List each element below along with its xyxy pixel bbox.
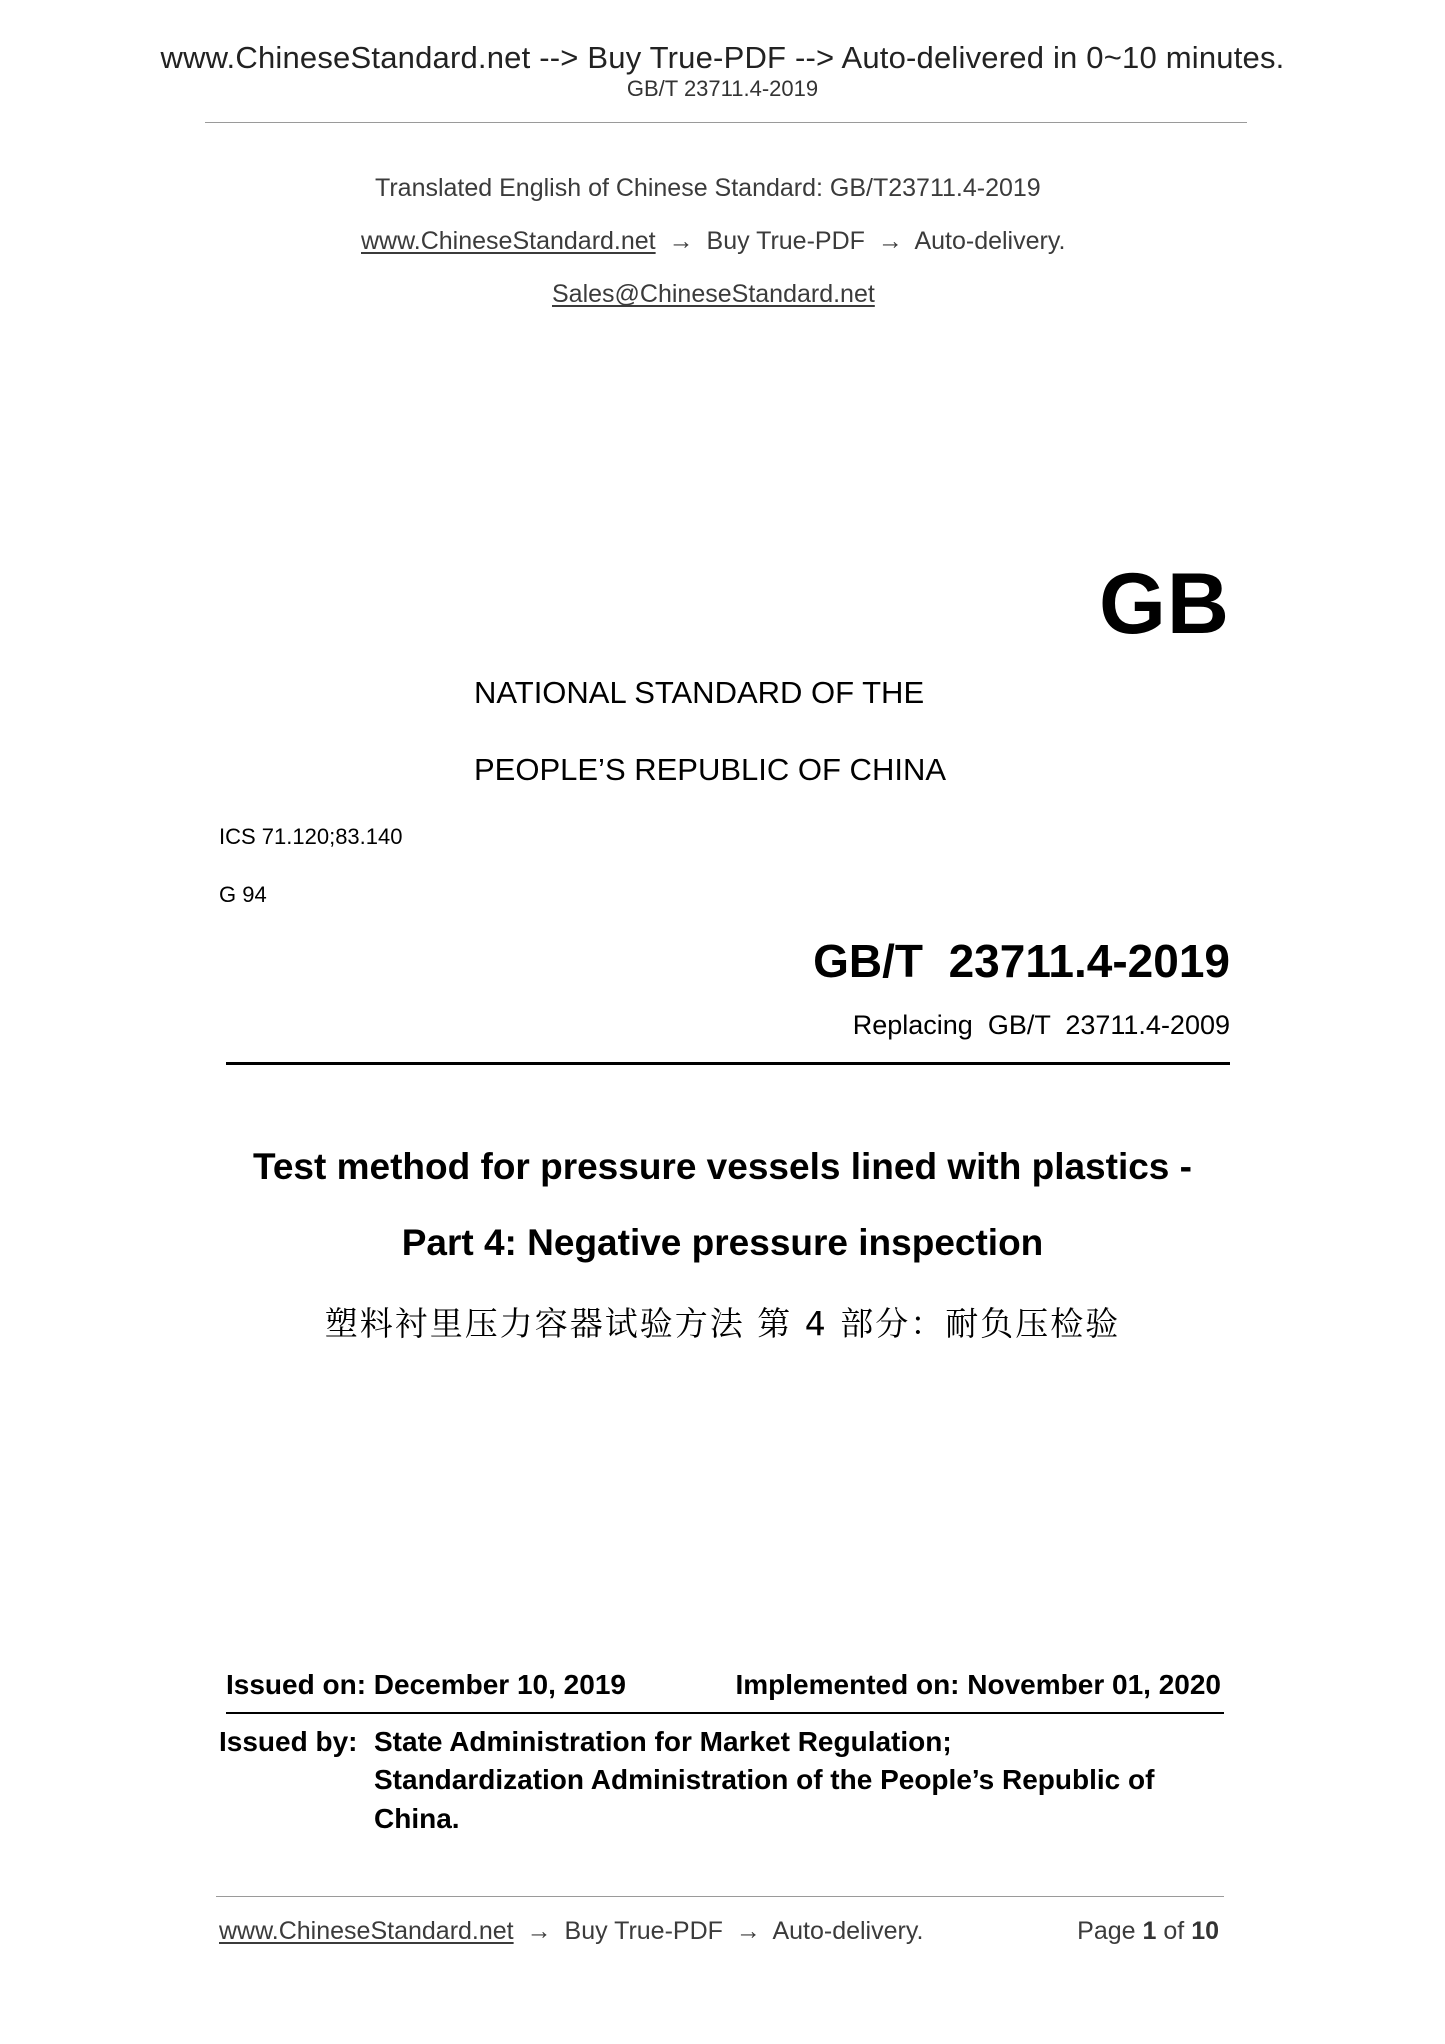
page-of: of <box>1163 1917 1185 1945</box>
intro-site-line <box>361 227 1065 256</box>
footer-divider <box>216 1896 1224 1897</box>
title-divider <box>226 1062 1230 1065</box>
issuer-line3: China. <box>374 1803 460 1834</box>
arrow-right-icon: → <box>668 227 694 255</box>
issuer-line1: State Administration for Market Regulation; <box>374 1726 952 1757</box>
document-title-line2: Part 4: Negative pressure inspection <box>401 1222 1044 1263</box>
national-standard-line1: NATIONAL STANDARD OF THE <box>474 675 925 710</box>
document-title-chinese: 塑料衬里压力容器试验方法 第 4 部分：耐负压检验 <box>324 1304 1121 1343</box>
ics-code: ICS 71.120;83.140 <box>219 824 403 849</box>
arrow-right-icon: → <box>735 1917 761 1945</box>
replacing-standard: Replacing GB/T 23711.4-2009 <box>852 1010 1230 1040</box>
page-total: 10 <box>1191 1917 1219 1945</box>
sales-line <box>552 280 875 309</box>
page-indicator <box>1077 1917 1219 1946</box>
issued-by-label: Issued by: <box>219 1726 358 1757</box>
arrow-right-icon: → <box>526 1917 552 1945</box>
auto-delivery-text: Auto-delivery. <box>914 227 1066 255</box>
sales-email-link[interactable]: Sales@ChineseStandard.net <box>552 280 875 308</box>
gb-mark: GB <box>1099 556 1230 652</box>
footer-buy-text: Buy True-PDF <box>564 1917 723 1945</box>
classification-code: G 94 <box>219 882 267 907</box>
header-divider <box>205 122 1247 123</box>
issued-on-date: Issued on: December 10, 2019 <box>226 1669 626 1700</box>
implemented-on-date: Implemented on: November 01, 2020 <box>735 1669 1221 1700</box>
header-standard-number: GB/T 23711.4-2019 <box>626 76 819 101</box>
dates-divider <box>226 1712 1224 1714</box>
national-standard-line2: PEOPLE’S REPUBLIC OF CHINA <box>474 752 947 787</box>
issuer-line2: Standardization Administration of the People’s Republic of <box>374 1764 1155 1795</box>
buy-true-pdf-text: Buy True-PDF <box>706 227 865 255</box>
footer-auto-text: Auto-delivery. <box>772 1917 924 1945</box>
page-label: Page <box>1077 1917 1136 1945</box>
site-link[interactable]: www.ChineseStandard.net <box>361 227 656 255</box>
footer-site-link[interactable]: www.ChineseStandard.net <box>219 1917 514 1945</box>
document-title-line1: Test method for pressure vessels lined with plastics - <box>253 1146 1192 1187</box>
footer-site-line <box>219 1917 923 1946</box>
standard-number: GB/T 23711.4-2019 <box>813 935 1230 987</box>
top-banner: www.ChineseStandard.net --> Buy True-PDF --> Auto-delivered in 0~10 minutes. <box>160 40 1285 75</box>
translated-note: Translated English of Chinese Standard: GB/T23711.4-2019 <box>375 174 1041 202</box>
page-current: 1 <box>1142 1917 1157 1945</box>
arrow-right-icon: → <box>877 227 903 255</box>
